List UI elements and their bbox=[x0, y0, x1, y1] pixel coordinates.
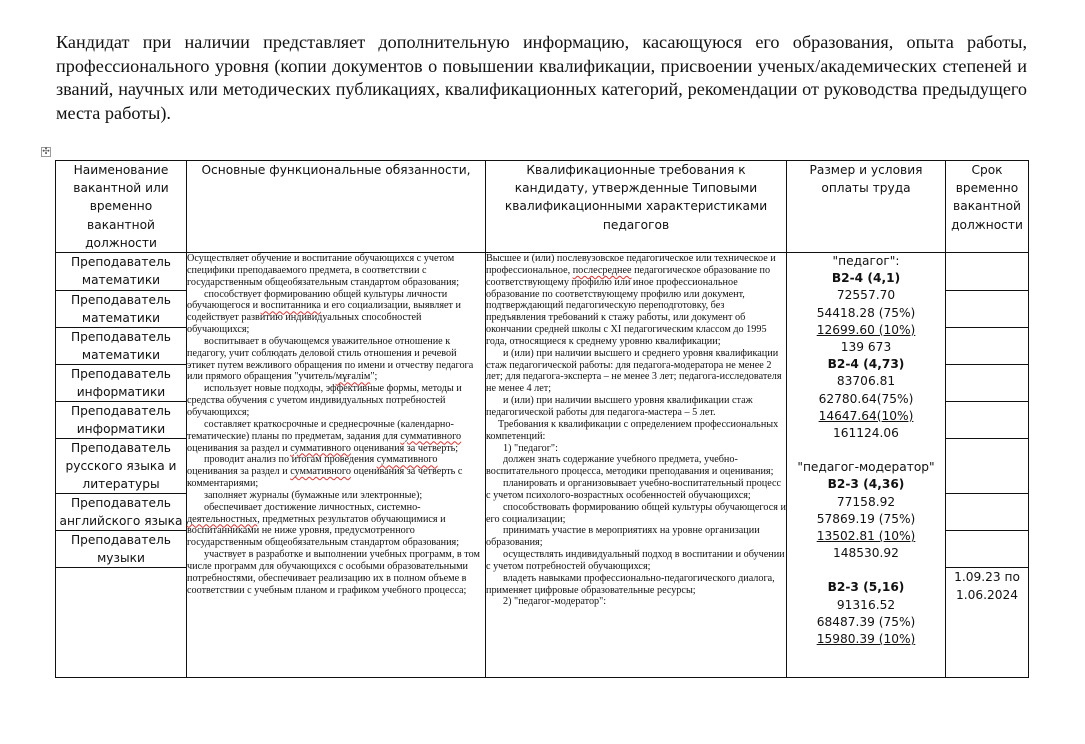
intro-paragraph: Кандидат при наличии представляет дополнительную информацию, касающуюся его образования, опыта работы, профессионального уровня (копии документов о повышении квалификации, присвоении ученых/академических степеней и званий, научных или методических публикациях, квалификационных категорий, рекомендации от руководства предыдущего места работы). bbox=[56, 32, 1027, 123]
header-term: Срок временно вакантной должности bbox=[946, 161, 1029, 253]
requirement-item: владеть навыками профессионально-педагогического диалога, применяет цифровые образовательные ресурсы; bbox=[486, 572, 775, 596]
requirement-item: планировать и организовывает учебно-воспитательный процесс с учетом психолого-возрастных особенностей обучающихся; bbox=[486, 478, 782, 501]
term-cell bbox=[946, 328, 1029, 365]
pay-grade: B2-4 (4,73) bbox=[827, 357, 905, 372]
header-pay: Размер и условия оплаты труда bbox=[787, 161, 946, 253]
pay-base: 77158.92 bbox=[836, 494, 896, 509]
duty-item: Осуществляет обучение и воспитание обучающихся с учетом специфики преподаваемого предмета, в соответствии с государственным общеобязательным стандартом образования; bbox=[187, 253, 460, 288]
duty-item: участвует в разработке и выполнении учебных программ, в том числе программ для обучающихся с особыми образовательными потребностями, обеспечивает реализацию их в полном объеме в соответствии с учебным планом и графиком учебного процесса; bbox=[187, 549, 480, 596]
requirement-item: Высшее и (или) послевузовское педагогическое или техническое и профессиональное, послесреднее педагогическое образование по соответствующему профилю или иное профессиональное образование по соответствующему профилю или документ, подтверждающий педагогическую переподготовку, без предъявления требований к стажу работы, или документ об окончании средней школы с XI педагогическим классом до 1995 года, относящиеся к среднему уровню квалификации; bbox=[486, 253, 776, 347]
pay-10pct: 12699.60 (10%) bbox=[816, 322, 916, 337]
requirement-item: Требования к квалификации с определением профессиональных компетенций: bbox=[486, 418, 779, 442]
term-cell bbox=[946, 253, 1029, 291]
pay-base: 83706.81 bbox=[836, 374, 896, 389]
header-duties: Основные функциональные обязанности, bbox=[187, 161, 486, 253]
pay-total: 139 673 bbox=[840, 340, 892, 355]
position-cell bbox=[56, 568, 187, 678]
term-cell bbox=[946, 531, 1029, 568]
pay-10pct: 14647.64(10%) bbox=[818, 408, 914, 423]
position-cell: Преподаватель информатики bbox=[56, 402, 187, 439]
position-cell: Преподаватель математики bbox=[56, 291, 187, 328]
pay-75pct: 54418.28 (75%) bbox=[816, 305, 916, 320]
requirements-cell bbox=[486, 253, 787, 678]
duty-item: заполняет журналы (бумажные или электронные); bbox=[204, 489, 423, 501]
pay-10pct: 15980.39 (10%) bbox=[816, 632, 916, 647]
spellcheck-flag: воспитанника bbox=[260, 300, 321, 312]
spellcheck-flag: суммативного bbox=[290, 466, 351, 478]
pay-grade: B2-3 (4,36) bbox=[827, 477, 905, 492]
position-cell: Преподаватель информатики bbox=[56, 365, 187, 402]
duty-item: обеспечивает достижение личностных, системно-деятельностных, предметных результатов обучающимися и воспитанниками не ниже уровня, предусмотренного государственным общеобязательным стандартом образования; bbox=[187, 501, 460, 549]
vacancies-table bbox=[55, 160, 1029, 678]
term-cell bbox=[946, 494, 1029, 531]
term-cell: 1.09.23 по 1.06.2024 bbox=[946, 568, 1029, 678]
pay-base: 72557.70 bbox=[836, 288, 896, 303]
pay-base: 91316.52 bbox=[836, 597, 896, 612]
pay-group-title: "педагог-модератор" bbox=[797, 460, 935, 475]
spellcheck-flag: мұғалім bbox=[335, 371, 371, 383]
spellcheck-flag: суммативного bbox=[376, 454, 438, 466]
position-cell: Преподаватель музыки bbox=[56, 531, 187, 568]
requirement-item: 1) "педагог": bbox=[503, 442, 558, 454]
position-cell: Преподаватель математики bbox=[56, 328, 187, 365]
duty-item: проводит анализ по итогам проведения суммативного оценивания за раздел и суммативного оценивания за четверть с комментариями; bbox=[187, 454, 463, 490]
header-requirements: Квалификационные требования к кандидату, утвержденные Типовыми квалификационными характеристиками педагогов bbox=[486, 161, 787, 253]
requirement-item: 2) "педагог-модератор": bbox=[503, 596, 607, 608]
pay-cell bbox=[787, 253, 946, 678]
pay-group-title: "педагог": bbox=[832, 254, 900, 269]
pay-75pct: 57869.19 (75%) bbox=[816, 511, 916, 526]
pay-grade: B2-3 (5,16) bbox=[827, 580, 905, 595]
requirement-item: принимать участие в мероприятиях на уровне организации образования; bbox=[486, 525, 760, 549]
position-cell: Преподаватель русского языка и литературы bbox=[56, 439, 187, 494]
spellcheck-flag: деятельностных bbox=[187, 513, 258, 525]
term-cell bbox=[946, 291, 1029, 328]
duty-item: использует новые подходы, эффективные формы, методы и средства обучения с учетом индивидуальных потребностей обучающихся; bbox=[187, 383, 462, 418]
duty-item: способствует формированию общей культуры личности обучающегося и воспитанника и его социализации, выявляет и содействует развитию индивидуальных способностей обучающихся; bbox=[187, 288, 461, 336]
term-cell bbox=[946, 439, 1029, 494]
requirement-item: должен знать содержание учебного предмета, учебно-воспитательного процесса, методики преподавания и оценивания; bbox=[486, 454, 774, 478]
requirement-item: осуществлять индивидуальный подход в воспитании и обучении с учетом потребностей обучающихся; bbox=[486, 549, 785, 572]
spellcheck-flag: суммативного bbox=[290, 442, 351, 454]
pay-75pct: 68487.39 (75%) bbox=[816, 614, 916, 629]
term-cell bbox=[946, 402, 1029, 439]
table-move-handle-icon[interactable]: ✣ bbox=[42, 147, 50, 157]
duties-cell bbox=[187, 253, 486, 678]
requirement-item: и (или) при наличии высшего и среднего уровня квалификации стаж педагогической работы: для педагога-модератора не менее 2 лет; для педагога-эксперта – не менее 3 лет; педагога-исследователя не менее 4 лет; bbox=[486, 347, 782, 395]
header-position: Наименование вакантной или временно вакантной должности bbox=[56, 161, 187, 253]
spellcheck-flag: суммативного bbox=[400, 430, 462, 442]
pay-total: 161124.06 bbox=[833, 426, 899, 441]
table-row bbox=[56, 253, 1029, 291]
duty-item: воспитывает в обучающемся уважительное отношение к педагогу, учит соблюдать деловой стиль отношения и речевой этикет путем вежливого обращения по имени и отчеству педагога или прямого обращения "учитель/мұғалім"; bbox=[187, 335, 474, 383]
position-cell: Преподаватель английского языка bbox=[56, 494, 187, 531]
pay-grade: B2-4 (4,1) bbox=[831, 271, 901, 286]
spellcheck-flag: послесреднее bbox=[572, 264, 632, 276]
table-header-row bbox=[56, 161, 1029, 253]
position-cell: Преподаватель математики bbox=[56, 253, 187, 291]
duty-item: составляет краткосрочные и среднесрочные (календарно-тематические) планы по предметам, задания для суммативного оценивания за раздел и суммативного оценивания за четверть; bbox=[187, 418, 462, 454]
term-cell bbox=[946, 365, 1029, 402]
pay-75pct: 62780.64(75%) bbox=[818, 391, 914, 406]
pay-10pct: 13502.81 (10%) bbox=[816, 529, 916, 544]
requirement-item: способствовать формированию общей культуры обучающегося и его социализации; bbox=[486, 501, 786, 525]
requirement-item: и (или) при наличии высшего уровня квалификации стаж педагогической работы для педагога-мастера – 5 лет. bbox=[486, 395, 753, 418]
pay-total: 148530.92 bbox=[833, 546, 899, 561]
